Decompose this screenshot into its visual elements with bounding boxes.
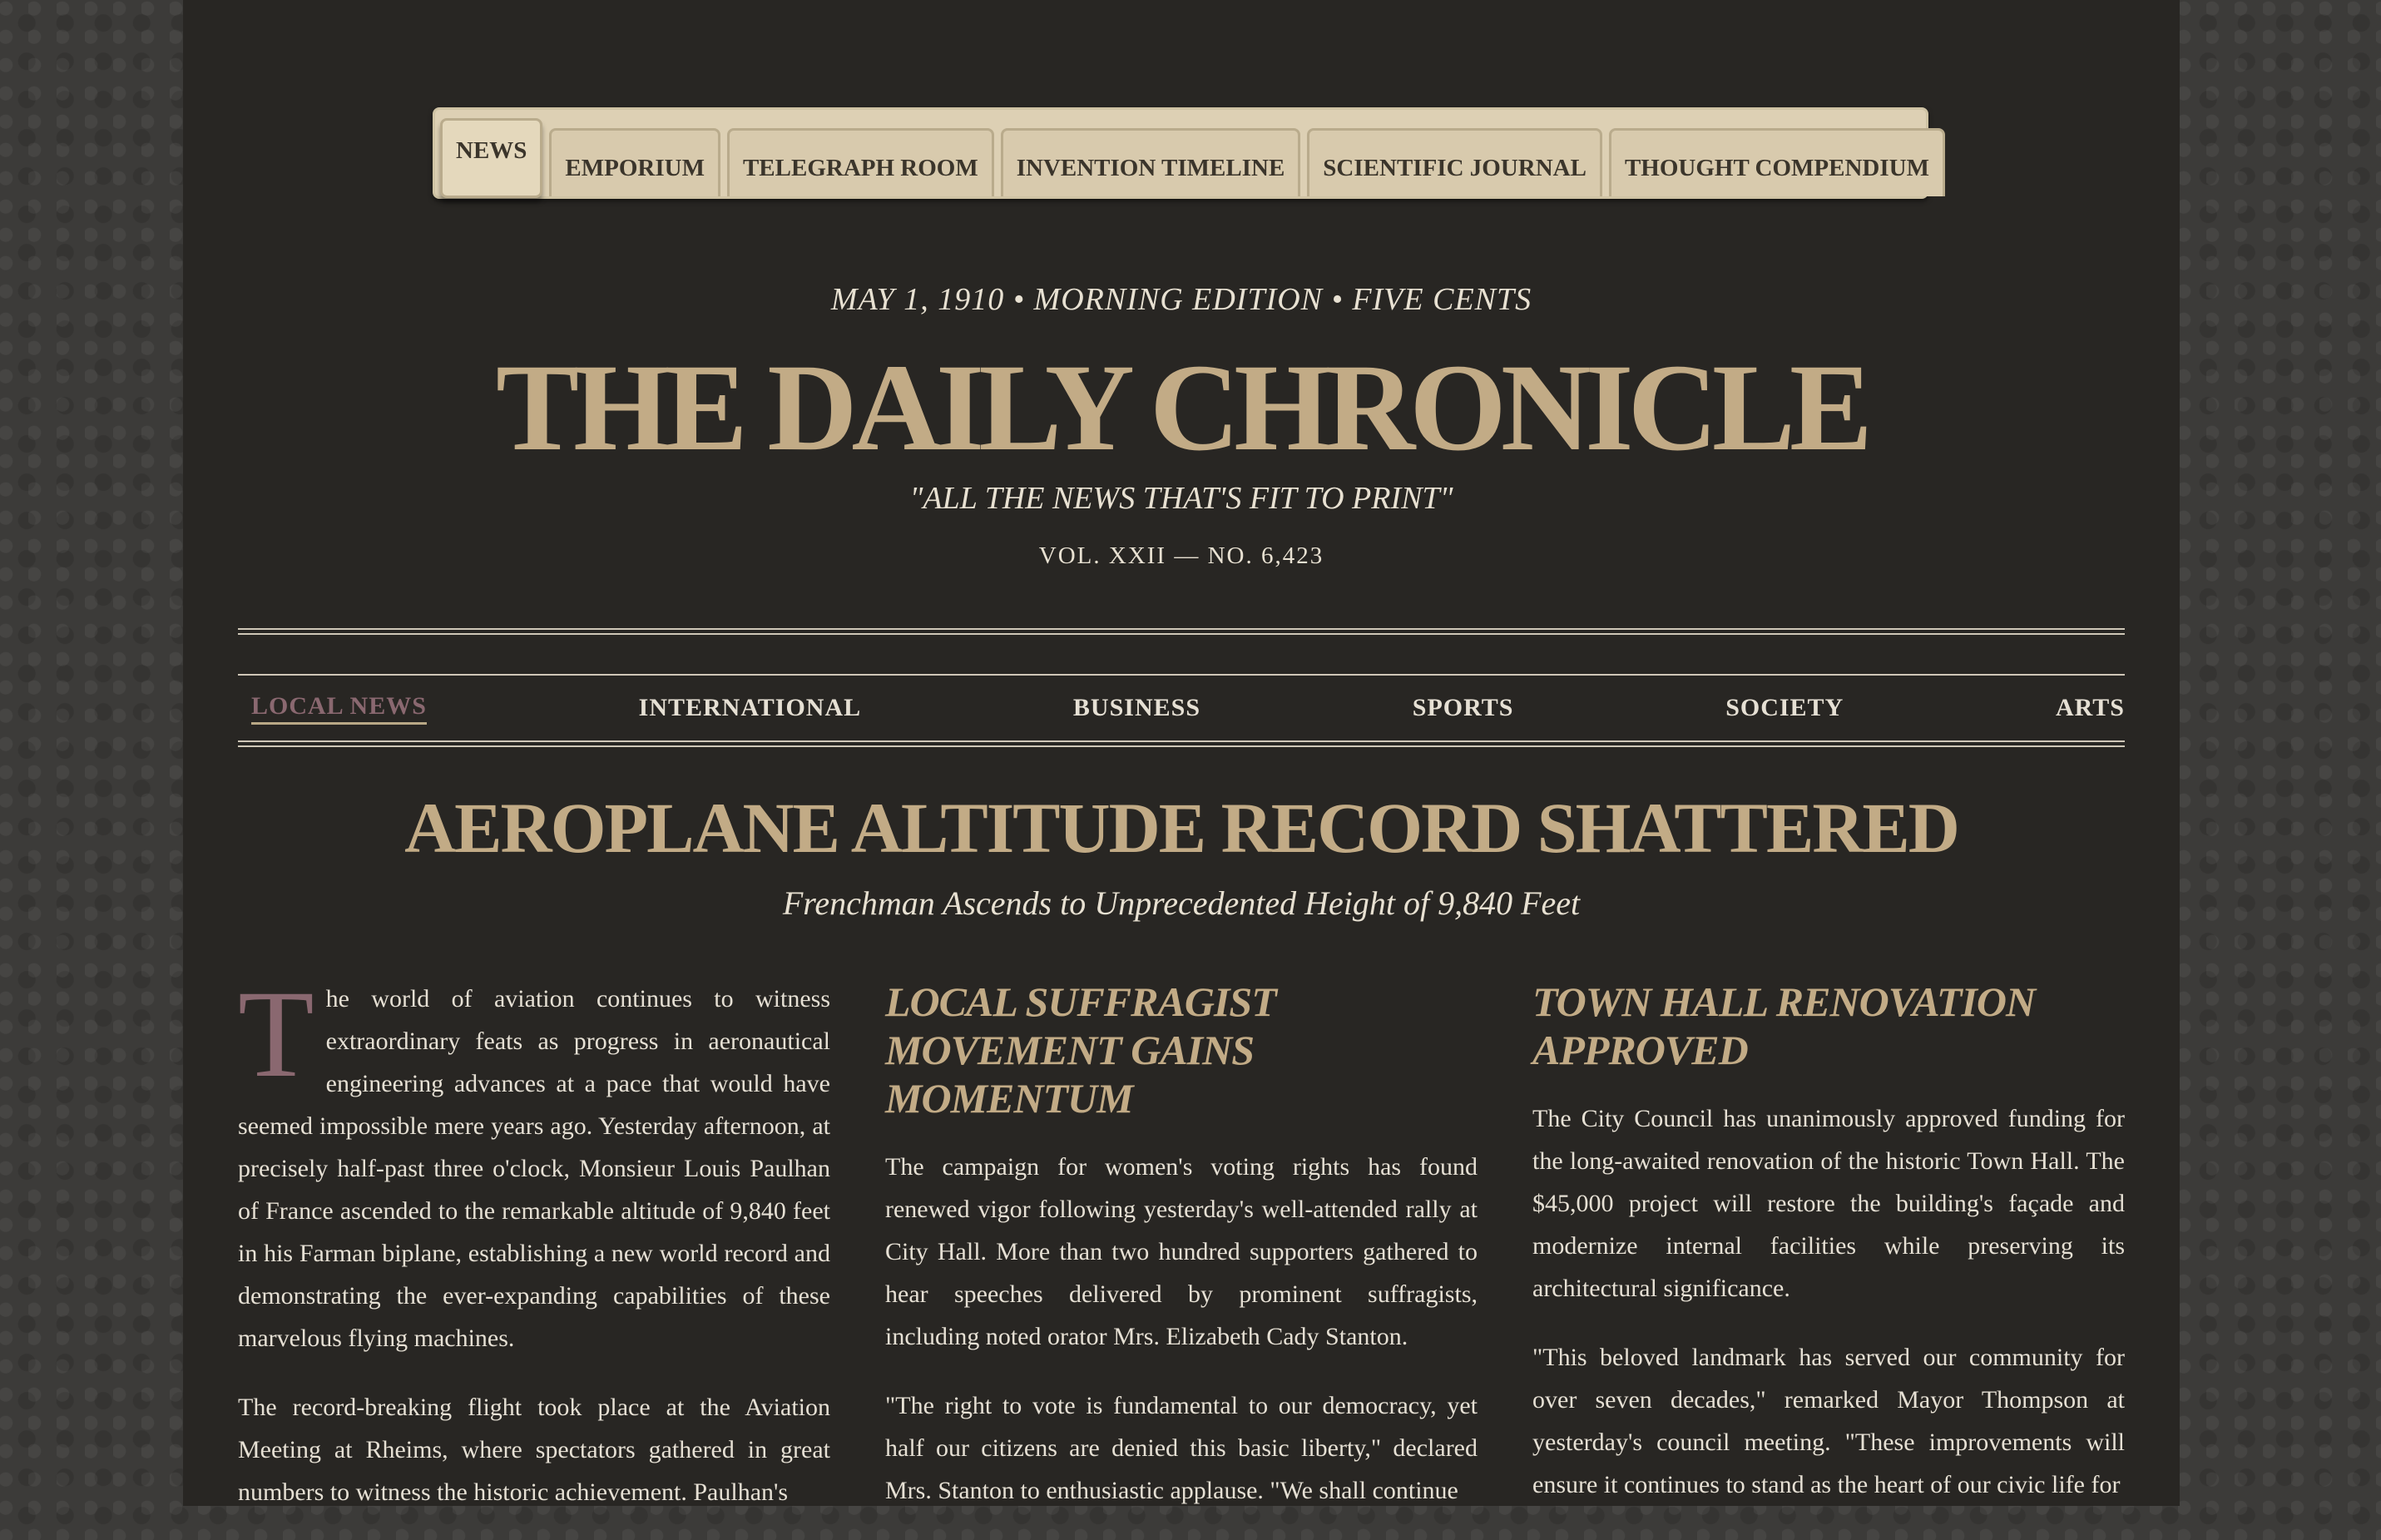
- masthead-divider: [238, 628, 2125, 635]
- town-hall-article-column: [1532, 978, 2125, 1533]
- suffragist-paragraph-1: The campaign for women's voting rights has found renewed vigor following yesterday's well-attended rally at City Hall. More than two hundred supporters gathered to hear speeches delivered by prominent suffragists, including noted orator Mrs. Elizabeth Cady Stanton.: [885, 1153, 1478, 1350]
- town-hall-article-title: TOWN HALL RENOVATION APPROVED: [1532, 978, 2036, 1073]
- tab-emporium[interactable]: EMPORIUM: [549, 128, 720, 196]
- masthead-motto: "ALL THE NEWS THAT'S FIT TO PRINT": [909, 481, 1453, 516]
- tab-invention-timeline[interactable]: INVENTION TIMELINE: [1001, 128, 1301, 196]
- drop-cap: T: [238, 965, 314, 1103]
- masthead-title: THE DAILY CHRONICLE: [496, 339, 1867, 477]
- section-sports[interactable]: SPORTS: [1412, 694, 1514, 721]
- lead-paragraph-2: The record-breaking flight took place at the Aviation Meeting at Rheims, where spectators gathered in great numbers to witness the historic achievement. Paulhan's: [238, 1394, 830, 1506]
- suffragist-article-title: LOCAL SUFFRAGIST MOVEMENT GAINS MOMENTUM: [885, 978, 1276, 1122]
- tab-news[interactable]: NEWS: [440, 118, 542, 198]
- newspaper-sheet: [183, 0, 2180, 1506]
- section-international[interactable]: INTERNATIONAL: [638, 694, 862, 721]
- section-local-news[interactable]: LOCAL NEWS: [251, 692, 427, 725]
- section-society[interactable]: SOCIETY: [1725, 694, 1844, 721]
- town-hall-paragraph-1: The City Council has unanimously approved funding for the long-awaited renovation of the historic Town Hall. The $45,000 project will restore the building's façade and modernize internal facilities while preserving its architectural significance.: [1532, 1105, 2125, 1302]
- suffragist-article-column: [885, 978, 1478, 1538]
- section-business[interactable]: BUSINESS: [1072, 694, 1200, 721]
- dateline: MAY 1, 1910 • MORNING EDITION • FIVE CENTS: [830, 282, 1532, 317]
- lead-headline: AEROPLANE ALTITUDE RECORD SHATTERED: [404, 788, 1958, 868]
- tab-thought-compendium[interactable]: THOUGHT COMPENDIUM: [1609, 128, 1945, 196]
- tab-telegraph-room[interactable]: TELEGRAPH ROOM: [727, 128, 994, 196]
- section-nav: [238, 674, 2125, 742]
- section-arts[interactable]: ARTS: [2056, 694, 2125, 721]
- lead-article-column: [238, 965, 830, 1540]
- tab-scientific-journal[interactable]: SCIENTIFIC JOURNAL: [1307, 128, 1602, 196]
- suffragist-paragraph-2: "The right to vote is fundamental to our democracy, yet half our citizens are denied this basic liberty," declared Mrs. Stanton to enthusiastic applause. "We shall continue: [885, 1392, 1478, 1504]
- volume-number: VOL. XXII — NO. 6,423: [1038, 542, 1324, 569]
- top-tab-bar: [433, 107, 1928, 199]
- lead-paragraph-1: The world of aviation continues to witness extraordinary feats as progress in aeronautical engineering advances at a pace that would have seemed impossible mere years ago. Yesterday afternoon, at precisely half-past three o'clock, Monsieur Louis Paulhan of France ascended to the remarkable altitude of 9,840 feet in his Farman biplane, establishing a new world record and demonstrating the ever-expanding capabilities of these marvelous flying machines.: [238, 965, 830, 1352]
- town-hall-paragraph-2: "This beloved landmark has served our community for over seven decades," remarked Mayor Thompson at yesterday's council meeting. "These improvements will ensure it continues to stand as the heart of our civic life for: [1532, 1344, 2125, 1498]
- lead-deck: Frenchman Ascends to Unprecedented Height of 9,840 Feet: [782, 884, 1581, 922]
